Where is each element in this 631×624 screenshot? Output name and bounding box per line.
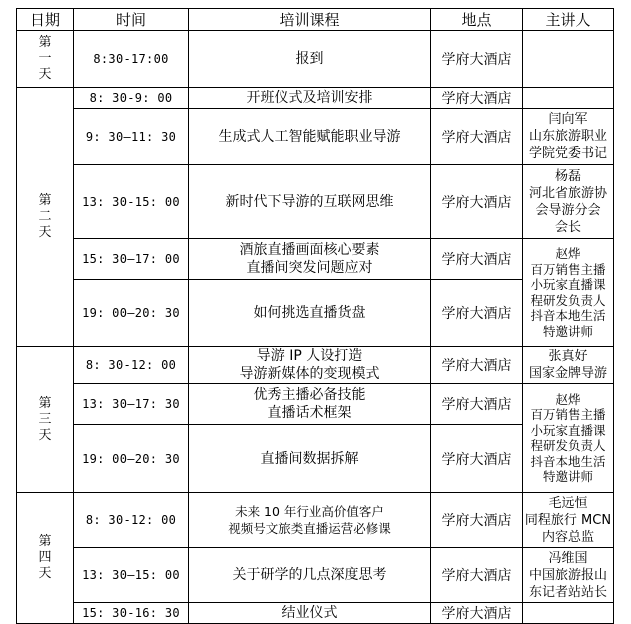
cell-line: 酒旅直播画面核心要素: [239, 242, 380, 258]
table-row: [17, 165, 614, 239]
day-label-char: 第: [38, 534, 52, 549]
table-row: [17, 347, 614, 384]
venue-cell: 学府大酒店: [431, 280, 523, 347]
course-cell: [189, 109, 431, 165]
course-cell: [189, 603, 431, 624]
course-cell: [189, 88, 431, 109]
day-label-char: 三: [38, 411, 52, 427]
venue-cell: 学府大酒店: [431, 88, 523, 109]
time-cell: 13: 30—15: 00: [74, 548, 189, 603]
cell-line: 直播话术框架: [267, 405, 352, 421]
cell-line: 新时代下导游的互联网思维: [225, 193, 394, 210]
cell-line: 程研发负责人: [530, 292, 606, 308]
course-cell: [189, 239, 431, 280]
cell-line: 导游新媒体的变现模式: [239, 366, 380, 382]
cell-line: 闫向军: [548, 112, 588, 127]
cell-line: 百万销售主播: [530, 407, 606, 422]
cell-line: 中国旅游报山: [528, 567, 607, 583]
cell-line: 百万销售主播: [530, 261, 606, 277]
cell-line: 河北省旅游协: [528, 185, 607, 201]
speaker-cell: [523, 165, 614, 239]
table-row: [17, 493, 614, 548]
header-date: 日期: [17, 9, 74, 31]
time-cell: 19: 00—20: 30: [74, 280, 189, 347]
venue-cell: 学府大酒店: [431, 347, 523, 384]
cell-line: 开班仪式及培训安排: [246, 90, 373, 106]
header-venue: 地点: [431, 9, 523, 31]
cell-line: 生成式人工智能赋能职业导游: [218, 128, 401, 145]
venue-cell: 学府大酒店: [431, 548, 523, 603]
speaker-cell: [523, 109, 614, 165]
day-label-char: 天: [38, 67, 52, 82]
time-cell: 8: 30-12: 00: [74, 347, 189, 384]
training-schedule-table: [16, 8, 614, 624]
course-cell: [189, 384, 431, 425]
cell-line: 学院党委书记: [528, 146, 607, 161]
table-row: [17, 603, 614, 624]
course-cell: [189, 425, 431, 493]
cell-line: 赵烨: [555, 246, 581, 261]
time-cell: 8:30-17:00: [74, 31, 189, 88]
speaker-cell: [523, 493, 614, 548]
cell-line: 会长: [554, 219, 581, 235]
speaker-cell: [523, 31, 614, 88]
speaker-cell: [523, 603, 614, 624]
course-cell: [189, 347, 431, 384]
day-label: [17, 347, 74, 493]
time-cell: 15: 30—17: 00: [74, 239, 189, 280]
course-cell: [189, 280, 431, 347]
cell-line: 如何挑选直播货盘: [253, 305, 366, 321]
speaker-cell: [523, 239, 614, 347]
cell-line: 小玩家直播课: [530, 422, 606, 438]
cell-line: 同程旅行 MCN: [524, 512, 612, 528]
table-row: [17, 384, 614, 425]
cell-line: 未来 10 年行业高价值客户: [235, 504, 384, 519]
cell-line: 关于研学的几点深度思考: [232, 567, 387, 583]
cell-line: 结业仪式: [281, 605, 338, 621]
day-label: [17, 31, 74, 88]
venue-cell: 学府大酒店: [431, 109, 523, 165]
speaker-cell: [523, 384, 614, 493]
cell-line: 赵烨: [555, 391, 581, 407]
cell-line: 内容总监: [541, 529, 594, 545]
cell-line: 特邀讲师: [542, 469, 593, 484]
day-label: [17, 88, 74, 347]
time-cell: 9: 30—11: 30: [74, 109, 189, 165]
cell-line: 会导游分会: [535, 202, 601, 218]
cell-line: 报到: [295, 51, 324, 67]
day-label-char: 二: [38, 209, 52, 224]
cell-line: 抖音本地生活: [530, 308, 606, 323]
speaker-cell: [523, 548, 614, 603]
cell-line: 张真好: [548, 349, 588, 364]
venue-cell: 学府大酒店: [431, 165, 523, 239]
cell-line: 导游 IP 人设打造: [256, 348, 363, 364]
cell-line: 毛远恒: [548, 495, 588, 511]
day-label-char: 第: [38, 35, 52, 50]
table-row: [17, 31, 614, 88]
course-cell: [189, 548, 431, 603]
course-cell: [189, 31, 431, 88]
cell-line: 东记者站站长: [528, 584, 607, 600]
table-row: [17, 548, 614, 603]
cell-line: 山东旅游职业: [528, 129, 607, 144]
time-cell: 19: 00—20: 30: [74, 425, 189, 493]
header-time: 时间: [74, 9, 189, 31]
time-cell: 8: 30-9: 00: [74, 88, 189, 109]
venue-cell: 学府大酒店: [431, 425, 523, 493]
cell-line: 抖音本地生活: [530, 453, 606, 469]
time-cell: 8: 30-12: 00: [74, 493, 189, 548]
day-label-char: 天: [38, 566, 52, 581]
header-course: 培训课程: [189, 9, 431, 31]
venue-cell: 学府大酒店: [431, 493, 523, 548]
day-label-char: 第: [38, 193, 52, 208]
venue-cell: 学府大酒店: [431, 384, 523, 425]
venue-cell: 学府大酒店: [431, 31, 523, 88]
header-row: [17, 9, 614, 31]
cell-line: 冯维国: [548, 550, 588, 566]
cell-line: 优秀主播必备技能: [253, 387, 366, 403]
day-label-char: 四: [38, 550, 52, 565]
course-cell: [189, 493, 431, 548]
cell-line: 直播间数据拆解: [260, 450, 359, 467]
cell-line: 直播间突发问题应对: [246, 260, 373, 276]
cell-line: 国家金牌导游: [528, 366, 607, 381]
cell-line: 特邀讲师: [542, 323, 593, 339]
cell-line: 程研发负责人: [530, 438, 606, 453]
venue-cell: 学府大酒店: [431, 239, 523, 280]
header-speaker: 主讲人: [523, 9, 614, 31]
day-label-char: 一: [38, 51, 52, 66]
time-cell: 13: 30-15: 00: [74, 165, 189, 239]
cell-line: 小玩家直播课: [530, 277, 606, 292]
day-label-char: 第: [38, 395, 52, 411]
day-label: [17, 493, 74, 624]
table-row: [17, 239, 614, 280]
day-label-char: 天: [38, 225, 52, 240]
day-label-char: 天: [38, 427, 52, 443]
cell-line: 视频号文旅类直播运营必修课: [228, 521, 391, 536]
speaker-cell: [523, 347, 614, 384]
cell-line: 杨磊: [554, 168, 581, 184]
table-row: [17, 109, 614, 165]
venue-cell: 学府大酒店: [431, 603, 523, 624]
table-row: [17, 88, 614, 109]
course-cell: [189, 165, 431, 239]
time-cell: 15: 30-16: 30: [74, 603, 189, 624]
speaker-cell: [523, 88, 614, 109]
time-cell: 13: 30—17: 30: [74, 384, 189, 425]
